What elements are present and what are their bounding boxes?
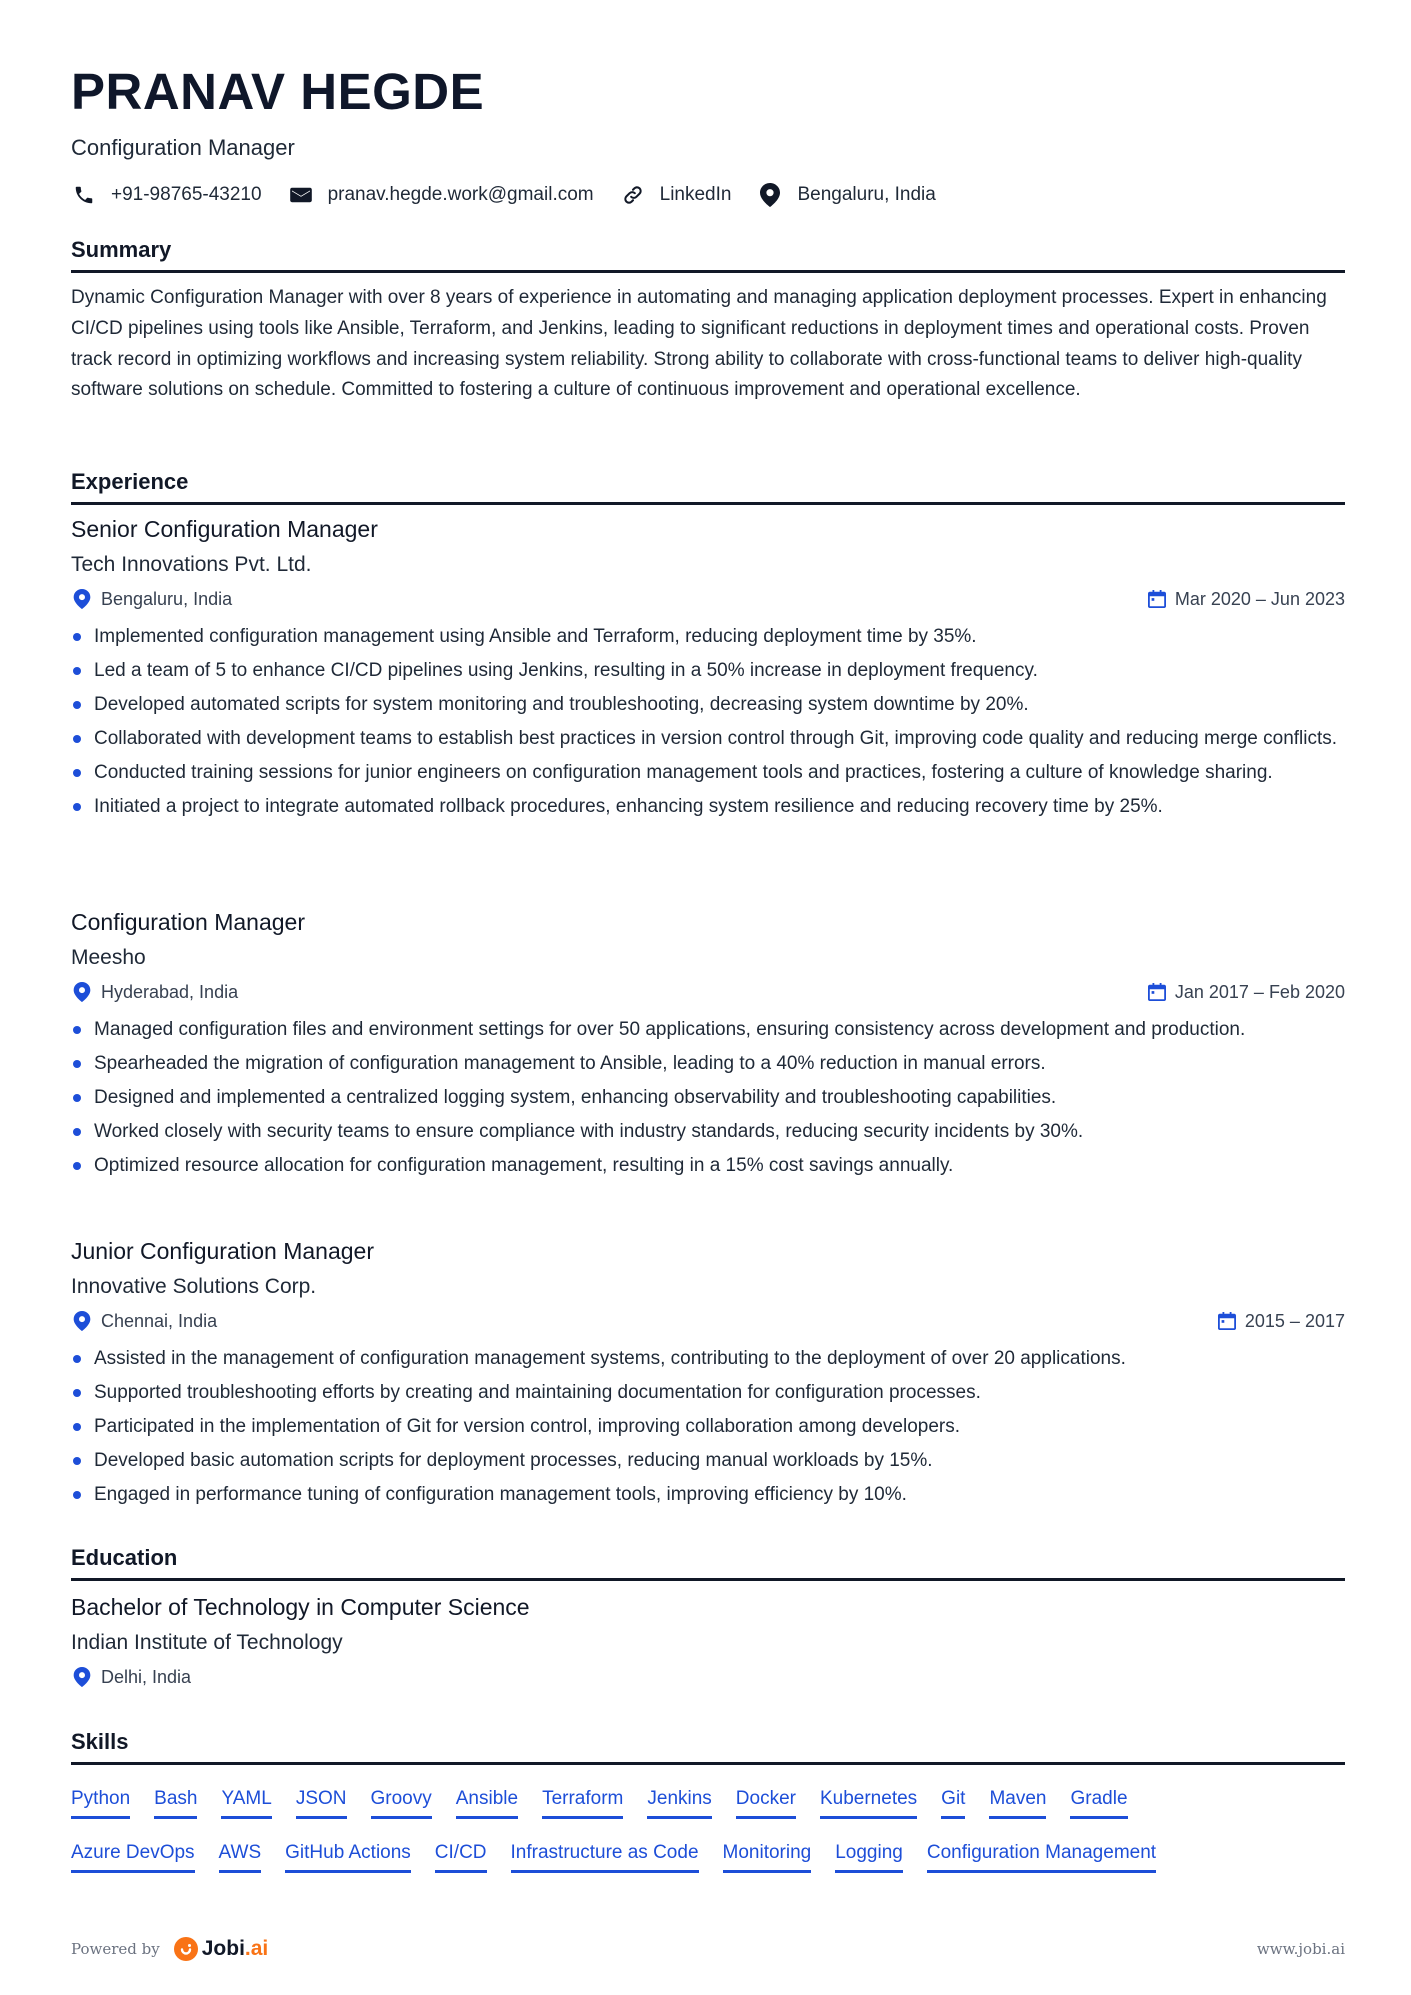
job-company: Innovative Solutions Corp. xyxy=(71,1275,317,1298)
job-bullet: Optimized resource allocation for configuration management, resulting in a 15% cost savings annually. xyxy=(71,1151,1345,1180)
job-bullet: Engaged in performance tuning of configuration management tools, improving efficiency by 10%. xyxy=(71,1480,1345,1509)
skill-tag[interactable]: Configuration Management xyxy=(927,1840,1156,1873)
skills-heading: Skills xyxy=(71,1728,1345,1765)
skill-tag[interactable]: AWS xyxy=(219,1840,262,1873)
job-dates: Jan 2017 – Feb 2020 xyxy=(1174,981,1345,1002)
experience-item xyxy=(71,907,1345,1185)
skill-tag[interactable]: Gradle xyxy=(1070,1786,1127,1819)
location-pin-icon xyxy=(73,982,91,1002)
job-title: Senior Configuration Manager xyxy=(71,516,378,542)
job-bullet: Conducted training sessions for junior engineers on configuration management tools and practices, fostering a culture of knowledge sharing. xyxy=(71,758,1345,787)
location-pin-icon xyxy=(73,589,91,609)
job-bullet: Assisted in the management of configuration management systems, contributing to the deployment of over 20 applications. xyxy=(71,1344,1345,1373)
candidate-role: Configuration Manager xyxy=(71,135,295,160)
contact-location xyxy=(757,182,935,208)
skill-tag[interactable]: Logging xyxy=(835,1840,903,1873)
job-company: Tech Innovations Pvt. Ltd. xyxy=(71,553,312,576)
job-bullet: Led a team of 5 to enhance CI/CD pipelines using Jenkins, resulting in a 50% increase in deployment frequency. xyxy=(71,656,1345,685)
job-bullet: Collaborated with development teams to establish best practices in version control through Git, improving code quality and reducing merge conflicts. xyxy=(71,724,1345,753)
page-footer xyxy=(71,1937,1345,1961)
job-title: Configuration Manager xyxy=(71,909,305,935)
skill-tag[interactable]: Ansible xyxy=(456,1786,518,1819)
job-bullet: Managed configuration files and environment settings for over 50 applications, ensuring consistency across development and production. xyxy=(71,1015,1345,1044)
powered-by xyxy=(71,1937,268,1961)
contact-linkedin-text: LinkedIn xyxy=(659,184,732,205)
contact-location-text: Bengaluru, India xyxy=(797,184,936,205)
jobi-logo-brand: Jobi xyxy=(201,1937,245,1960)
job-meta xyxy=(71,586,1345,612)
skill-tag[interactable]: Azure DevOps xyxy=(71,1840,195,1873)
job-location: Hyderabad, India xyxy=(101,981,239,1002)
contact-phone-text: +91-98765-43210 xyxy=(111,184,262,205)
experience-item xyxy=(71,1236,1345,1514)
skill-tag[interactable]: CI/CD xyxy=(435,1840,487,1873)
job-bullet: Developed automated scripts for system monitoring and troubleshooting, decreasing system downtime by 20%. xyxy=(71,690,1345,719)
skill-tag[interactable]: Kubernetes xyxy=(820,1786,917,1819)
contact-email-text: pranav.hegde.work@gmail.com xyxy=(327,184,594,205)
location-icon xyxy=(757,182,783,208)
job-title: Junior Configuration Manager xyxy=(71,1238,375,1264)
education-school: Indian Institute of Technology xyxy=(71,1631,343,1654)
education-meta xyxy=(71,1664,1345,1690)
phone-icon xyxy=(71,182,97,208)
job-dates: Mar 2020 – Jun 2023 xyxy=(1174,588,1345,609)
job-meta xyxy=(71,979,1345,1005)
powered-by-label: Powered by xyxy=(71,1940,160,1958)
skill-tag[interactable]: Monitoring xyxy=(723,1840,812,1873)
job-company: Meesho xyxy=(71,946,146,969)
skills-list xyxy=(71,1786,1345,1894)
education-degree: Bachelor of Technology in Computer Science xyxy=(71,1594,530,1620)
job-bullet: Supported troubleshooting efforts by creating and maintaining documentation for configuration processes. xyxy=(71,1378,1345,1407)
skill-tag[interactable]: Python xyxy=(71,1786,130,1819)
skill-tag[interactable]: Jenkins xyxy=(647,1786,711,1819)
contact-bar xyxy=(71,180,962,210)
education-item xyxy=(71,1592,1345,1690)
job-bullet: Spearheaded the migration of configuration management to Ansible, leading to a 40% reduction in manual errors. xyxy=(71,1049,1345,1078)
contact-linkedin[interactable] xyxy=(620,182,732,208)
location-pin-icon xyxy=(73,1311,91,1331)
job-location: Bengaluru, India xyxy=(101,588,233,609)
summary-heading: Summary xyxy=(71,236,1345,273)
job-bullets xyxy=(71,622,1345,821)
job-bullets xyxy=(71,1015,1345,1180)
skills-row xyxy=(71,1786,1345,1840)
skill-tag[interactable]: Docker xyxy=(736,1786,796,1819)
job-bullet: Implemented configuration management using Ansible and Terraform, reducing deployment time by 35%. xyxy=(71,622,1345,651)
job-bullet: Developed basic automation scripts for deployment processes, reducing manual workloads by 15%. xyxy=(71,1446,1345,1475)
candidate-name: PRANAV HEGDE xyxy=(71,63,485,120)
skill-tag[interactable]: Bash xyxy=(154,1786,197,1819)
skill-tag[interactable]: Terraform xyxy=(542,1786,623,1819)
skill-tag[interactable]: GitHub Actions xyxy=(285,1840,411,1873)
job-bullet: Worked closely with security teams to ensure compliance with industry standards, reducing security incidents by 30%. xyxy=(71,1117,1345,1146)
job-meta xyxy=(71,1308,1345,1334)
jobi-logo[interactable] xyxy=(174,1937,269,1961)
calendar-icon xyxy=(1148,983,1166,1001)
skill-tag[interactable]: Git xyxy=(941,1786,965,1819)
job-location: Chennai, India xyxy=(101,1310,218,1331)
education-location: Delhi, India xyxy=(101,1666,192,1687)
jobi-logo-suffix: .ai xyxy=(244,1937,269,1960)
job-bullet: Designed and implemented a centralized logging system, enhancing observability and troubleshooting capabilities. xyxy=(71,1083,1345,1112)
mail-icon xyxy=(288,182,314,208)
contact-phone[interactable] xyxy=(71,182,262,208)
skill-tag[interactable]: Maven xyxy=(989,1786,1046,1819)
experience-item xyxy=(71,514,1345,826)
skill-tag[interactable]: Groovy xyxy=(371,1786,432,1819)
contact-email[interactable] xyxy=(288,182,594,208)
skill-tag[interactable]: YAML xyxy=(221,1786,271,1819)
job-bullet: Participated in the implementation of Git for version control, improving collaboration among developers. xyxy=(71,1412,1345,1441)
footer-site-link[interactable]: www.jobi.ai xyxy=(1256,1940,1345,1958)
summary-text: Dynamic Configuration Manager with over 8 years of experience in automating and managing application deployment processes. Expert in enhancing CI/CD pipelines using tools like Ansible, Terraform, and Jenkins, leading to significant reductions in deployment times and operational costs. Proven track record in optimizing workflows and increasing system reliability. Strong ability to collaborate with cross-functional teams to deliver high-quality software solutions on schedule. Committed to fostering a culture of continuous improvement and operational excellence. xyxy=(71,287,1327,401)
experience-heading: Experience xyxy=(71,468,1345,505)
link-icon xyxy=(620,182,646,208)
education-heading: Education xyxy=(71,1544,1345,1581)
location-pin-icon xyxy=(73,1667,91,1687)
job-bullet: Initiated a project to integrate automated rollback procedures, enhancing system resilience and reducing recovery time by 25%. xyxy=(71,792,1345,821)
calendar-icon xyxy=(1218,1312,1236,1330)
calendar-icon xyxy=(1148,590,1166,608)
skill-tag[interactable]: JSON xyxy=(296,1786,347,1819)
job-dates: 2015 – 2017 xyxy=(1244,1310,1345,1331)
jobi-logo-icon xyxy=(174,1937,198,1961)
skills-row xyxy=(71,1840,1345,1894)
job-bullets xyxy=(71,1344,1345,1509)
skill-tag[interactable]: Infrastructure as Code xyxy=(511,1840,699,1873)
